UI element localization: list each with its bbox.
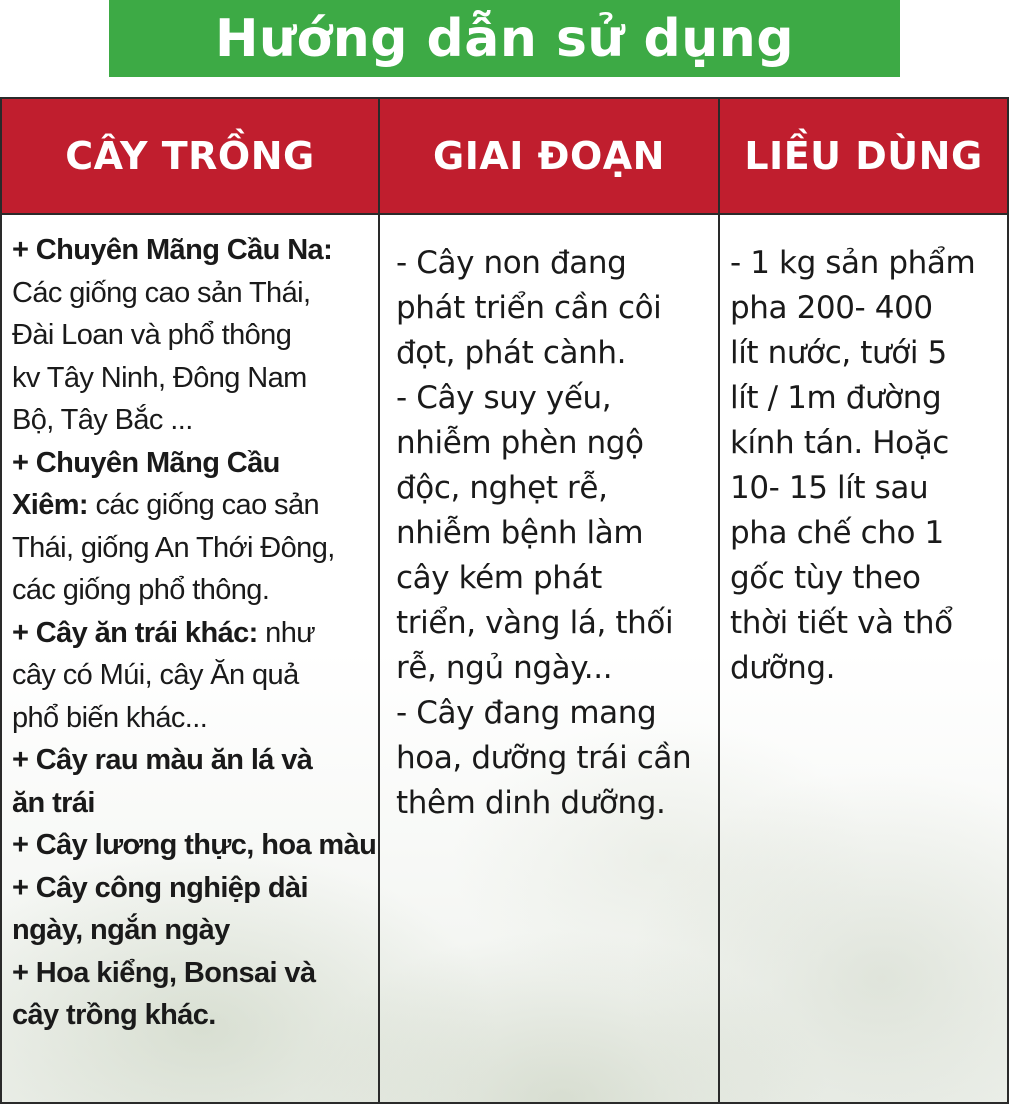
crop-line-text: Các giống cao sản Thái,	[12, 276, 311, 309]
header-dosage: LIỀU DÙNG	[744, 134, 983, 178]
crop-line-text: Bộ, Tây Bắc ...	[12, 404, 193, 436]
crop-line	[12, 867, 372, 910]
stage-line: hoa, dưỡng trái cần	[396, 740, 692, 776]
stage-line: thêm dinh dưỡng.	[396, 785, 666, 821]
crop-line	[12, 399, 372, 442]
crop-line	[12, 569, 372, 612]
crop-line	[12, 527, 372, 570]
dosage-line: gốc tùy theo	[730, 560, 921, 596]
crop-line	[12, 994, 372, 1037]
header-stage: GIAI ĐOẠN	[433, 134, 665, 178]
crop-line-text: các giống cao sản	[87, 489, 320, 521]
crop-line	[12, 782, 372, 825]
stage-cell	[396, 215, 712, 826]
stage-line: đọt, phát cành.	[396, 335, 627, 371]
column-divider	[378, 99, 380, 1102]
dosage-line: lít / 1m đường	[730, 380, 942, 416]
crop-line	[12, 357, 372, 400]
crop-line-text: phổ biến khác...	[12, 701, 208, 734]
crop-line	[12, 697, 372, 740]
crop-line	[12, 442, 372, 485]
crop-line	[12, 739, 372, 782]
page-title: Hướng dẫn sử dụng	[214, 8, 795, 69]
dosage-line: lít nước, tưới 5	[730, 335, 947, 371]
crop-line-bold: + Cây ăn trái khác:	[12, 616, 258, 649]
crop-line-bold: + Cây lương thực, hoa màu	[12, 829, 377, 861]
dosage-line: pha chế cho 1	[730, 515, 944, 551]
crop-line-bold: + Hoa kiểng, Bonsai và	[12, 956, 316, 989]
crop-line-bold: ăn trái	[12, 786, 95, 819]
usage-table	[0, 97, 1009, 1104]
crop-line	[12, 654, 372, 697]
crop-line	[12, 272, 372, 315]
crop-line	[12, 824, 377, 867]
stage-line: - Cây non đang	[396, 245, 627, 281]
crop-line-text: kv Tây Ninh, Đông Nam	[12, 361, 307, 394]
dosage-line: 10- 15 lít sau	[730, 470, 929, 506]
dosage-line: kính tán. Hoặc	[730, 425, 949, 461]
stage-line: triển, vàng lá, thối	[396, 605, 674, 641]
crop-line-text: Thái, giống An Thới Đông,	[12, 531, 335, 564]
crop-line-text: các giống phổ thông.	[12, 574, 270, 606]
column-divider	[718, 99, 720, 1102]
crop-line-bold: + Cây công nghiệp dài	[12, 871, 308, 904]
stage-line: nhiễm phèn ngộ	[396, 425, 644, 461]
stage-line: cây kém phát	[396, 560, 602, 596]
stage-line: nhiễm bệnh làm	[396, 515, 644, 551]
crop-line-text: Đài Loan và phổ thông	[12, 319, 292, 351]
crop-line	[12, 909, 372, 952]
crop-line-bold: ngày, ngắn ngày	[12, 914, 230, 946]
dosage-line: dưỡng.	[730, 650, 836, 686]
stage-line: rễ, ngủ ngày...	[396, 650, 613, 686]
dosage-line: - 1 kg sản phẩm	[730, 245, 976, 281]
stage-line: - Cây đang mang	[396, 695, 657, 731]
table-header-row	[2, 99, 1007, 215]
crop-line-text: như	[257, 616, 316, 649]
stage-line: phát triển cần côi	[396, 290, 662, 326]
dosage-cell	[730, 215, 1002, 691]
title-banner	[109, 0, 900, 77]
crop-line-bold: + Chuyên Mãng Cầu	[12, 446, 280, 479]
crops-cell	[12, 215, 377, 1037]
crop-line	[12, 229, 372, 272]
crop-line-bold: + Chuyên Mãng Cầu Na:	[12, 234, 333, 266]
crop-line	[12, 952, 372, 995]
dosage-line: thời tiết và thổ	[730, 605, 953, 641]
dosage-line: pha 200- 400	[730, 290, 933, 326]
crop-line	[12, 314, 372, 357]
crop-line-bold: + Cây rau màu ăn lá và	[12, 744, 313, 776]
crop-line-bold: Xiêm:	[12, 489, 88, 521]
stage-line: độc, nghẹt rễ,	[396, 470, 608, 506]
crop-line-text: cây có Múi, cây Ăn quả	[12, 659, 299, 691]
stage-line: - Cây suy yếu,	[396, 380, 612, 416]
crop-line	[12, 612, 372, 655]
crop-line-bold: cây trồng khác.	[12, 999, 216, 1031]
header-crops: CÂY TRỒNG	[65, 134, 315, 178]
crop-line	[12, 484, 372, 527]
